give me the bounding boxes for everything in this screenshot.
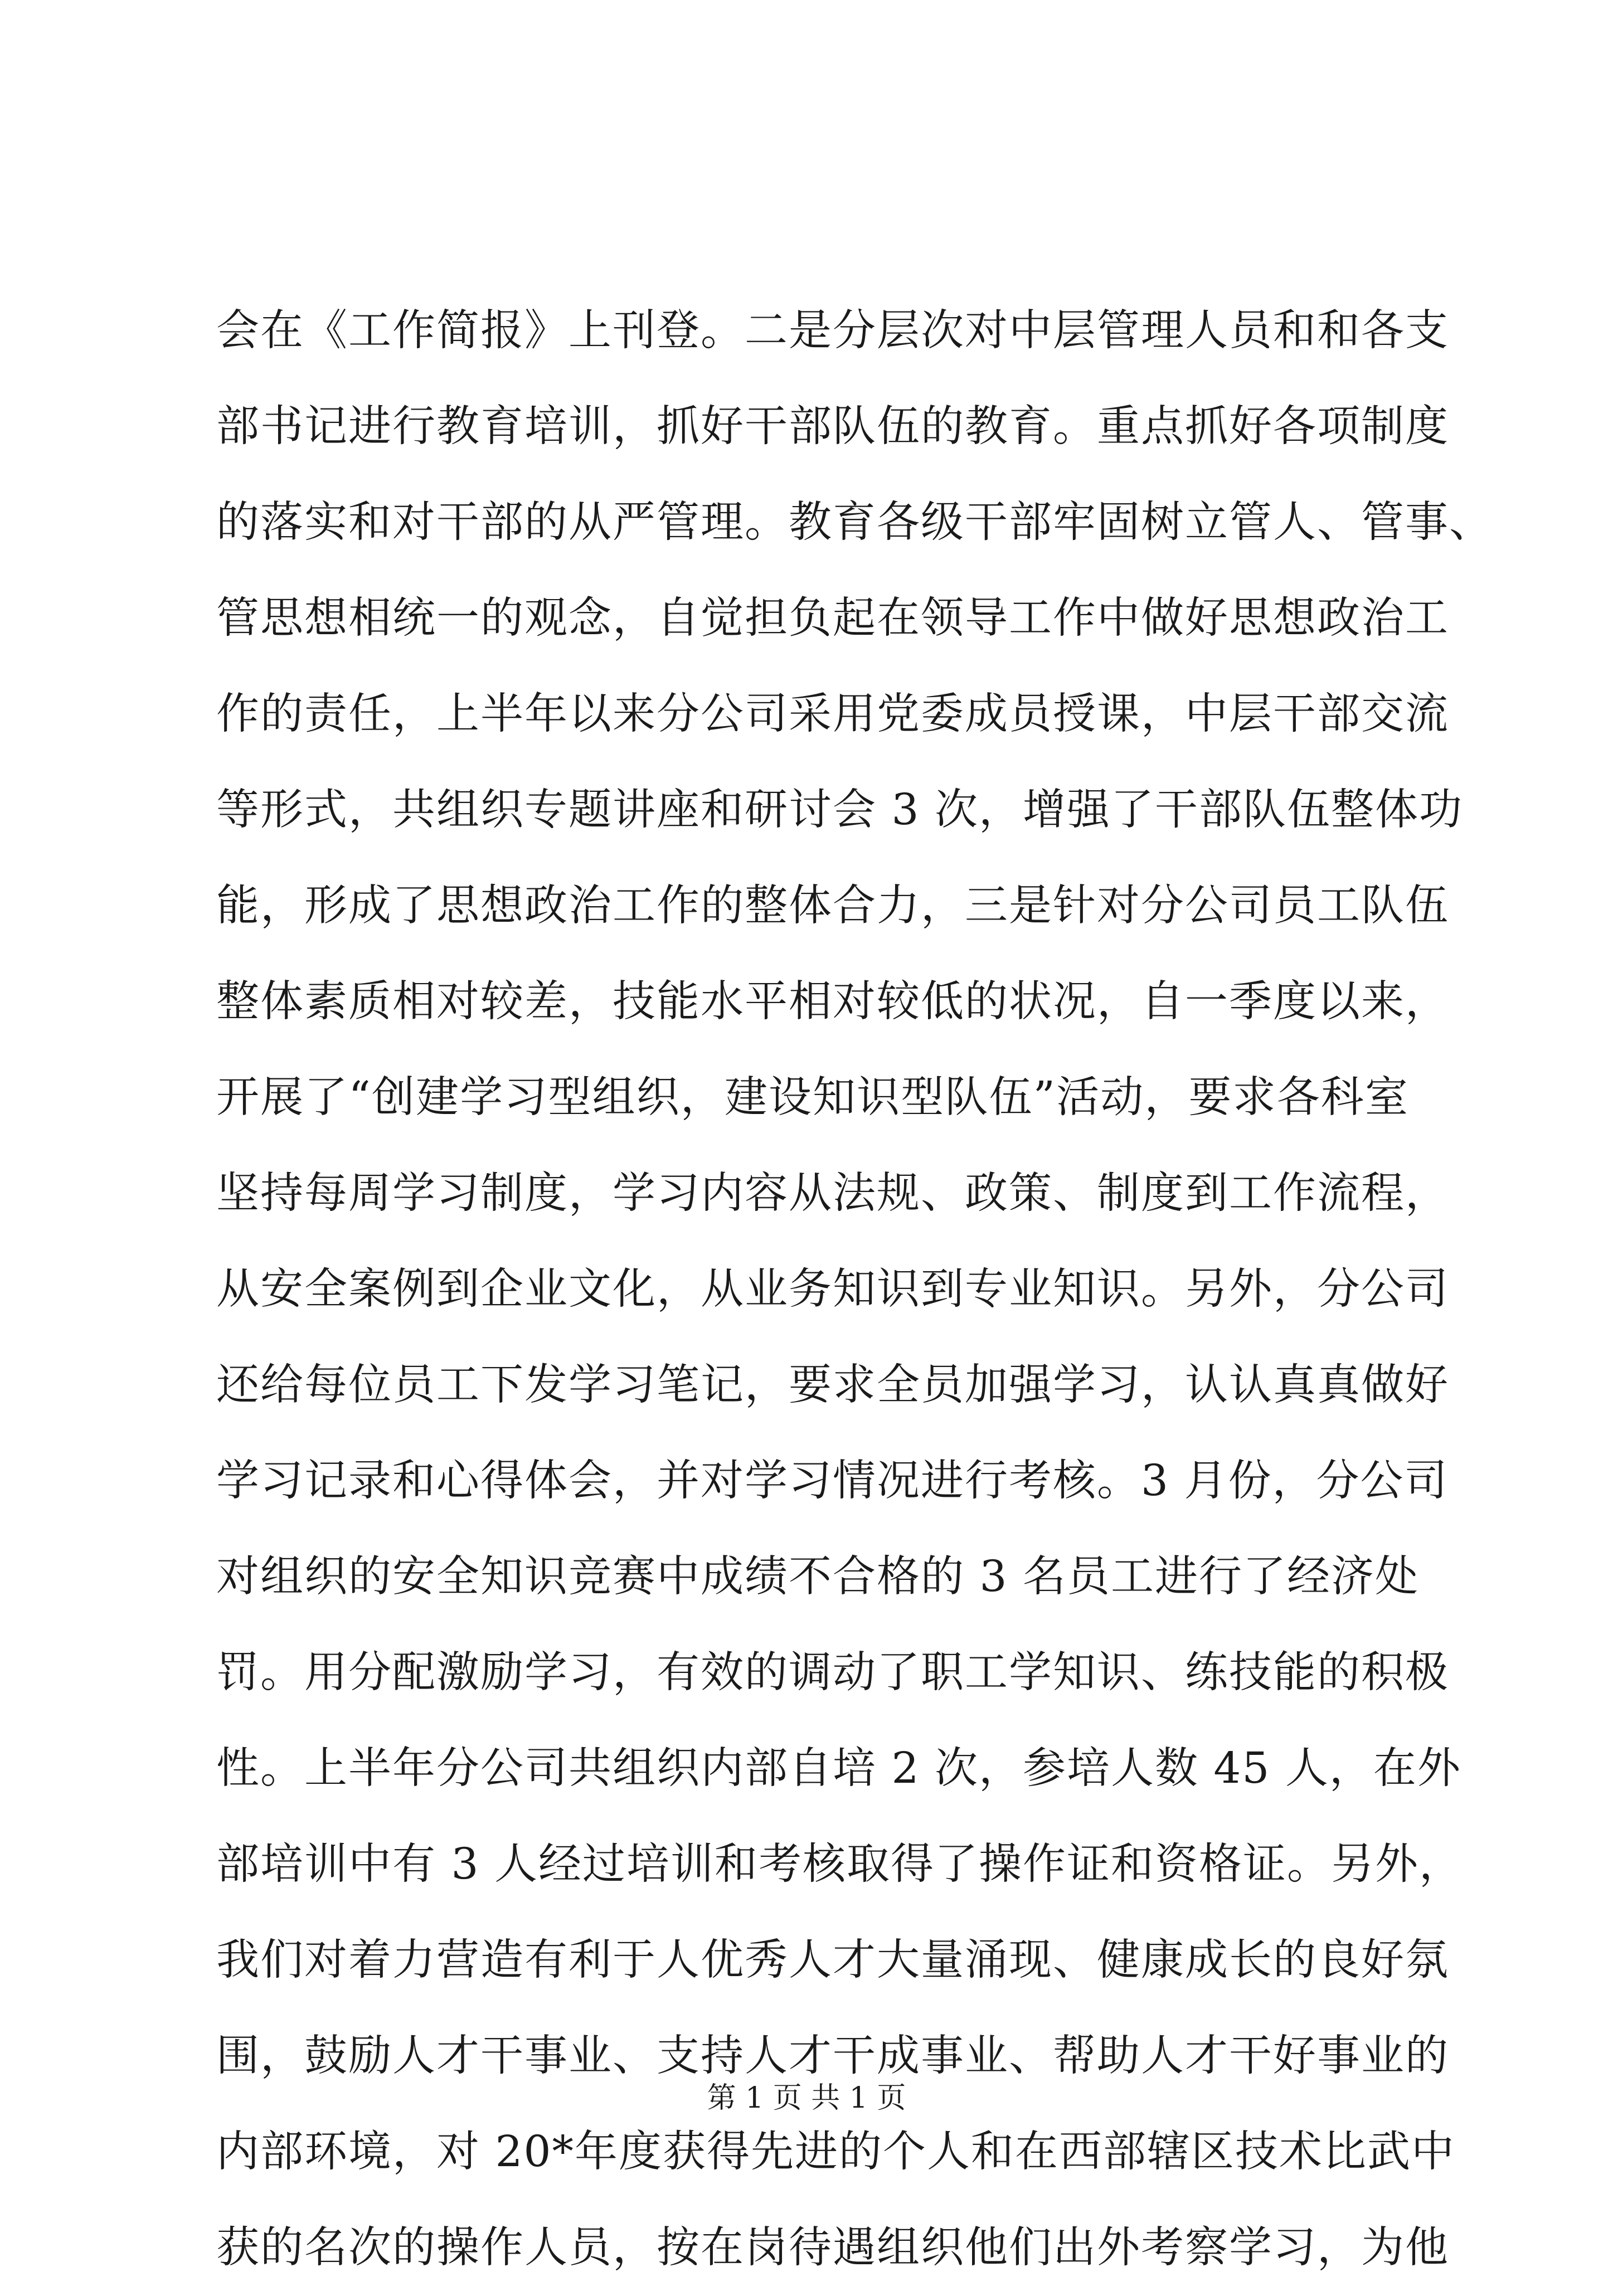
text-line: 部书记进行教育培训，抓好干部队伍的教育。重点抓好各项制度 [216,402,1449,451]
text-line: 学习记录和心得体会，并对学习情况进行考核。3 月份，分公司 [216,1456,1449,1506]
text-line: 能，形成了思想政治工作的整体合力，三是针对分公司员工队伍 [216,881,1449,931]
text-line: 会在《工作简报》上刊登。二是分层次对中层管理人员和和各支 [216,306,1449,356]
text-line: 的落实和对干部的从严管理。教育各级干部牢固树立管人、管事、 [216,498,1493,547]
text-line: 性。上半年分公司共组织内部自培 2 次，参培人数 45 人，在外 [216,1744,1461,1793]
page-footer [0,2081,1613,2115]
text-line: 等形式，共组织专题讲座和研讨会 3 次，增强了干部队伍整体功 [216,785,1463,835]
text-line: 坚持每周学习制度，学习内容从法规、政策、制度到工作流程， [216,1169,1449,1218]
text-line: 开展了“创建学习型组织，建设知识型队伍”活动，要求各科室 [216,1073,1409,1122]
text-line: 围，鼓励人才干事业、支持人才干成事业、帮助人才干好事业的 [216,2031,1449,2081]
text-line: 管思想相统一的观念，自觉担负起在领导工作中做好思想政治工 [216,594,1449,643]
text-line: 获的名次的操作人员，按在岗待遇组织他们出外考察学习，为他 [216,2223,1449,2273]
body-text [216,283,1493,2296]
text-line: 作的责任，上半年以来分公司采用党委成员授课，中层干部交流 [216,689,1449,739]
text-line: 从安全案例到企业文化，从业务知识到专业知识。另外，分公司 [216,1264,1449,1314]
text-line: 还给每位员工下发学习笔记，要求全员加强学习，认认真真做好 [216,1360,1449,1410]
text-line: 对组织的安全知识竞赛中成绩不合格的 3 名员工进行了经济处 [216,1552,1419,1602]
page-number-label: 第 1 页 共 1 页 [707,2081,906,2115]
text-line: 罚。用分配激励学习，有效的调动了职工学知识、练技能的积极 [216,1648,1449,1697]
text-line: 整体素质相对较差，技能水平相对较低的状况，自一季度以来， [216,977,1449,1027]
text-line: 部培训中有 3 人经过培训和考核取得了操作证和资格证。另外， [216,1840,1463,1889]
text-line: 我们对着力营造有利于人优秀人才大量涌现、健康成长的良好氛 [216,1935,1449,1985]
text-line: 内部环境，对 20*年度获得先进的个人和在西部辖区技术比武中 [216,2127,1455,2177]
